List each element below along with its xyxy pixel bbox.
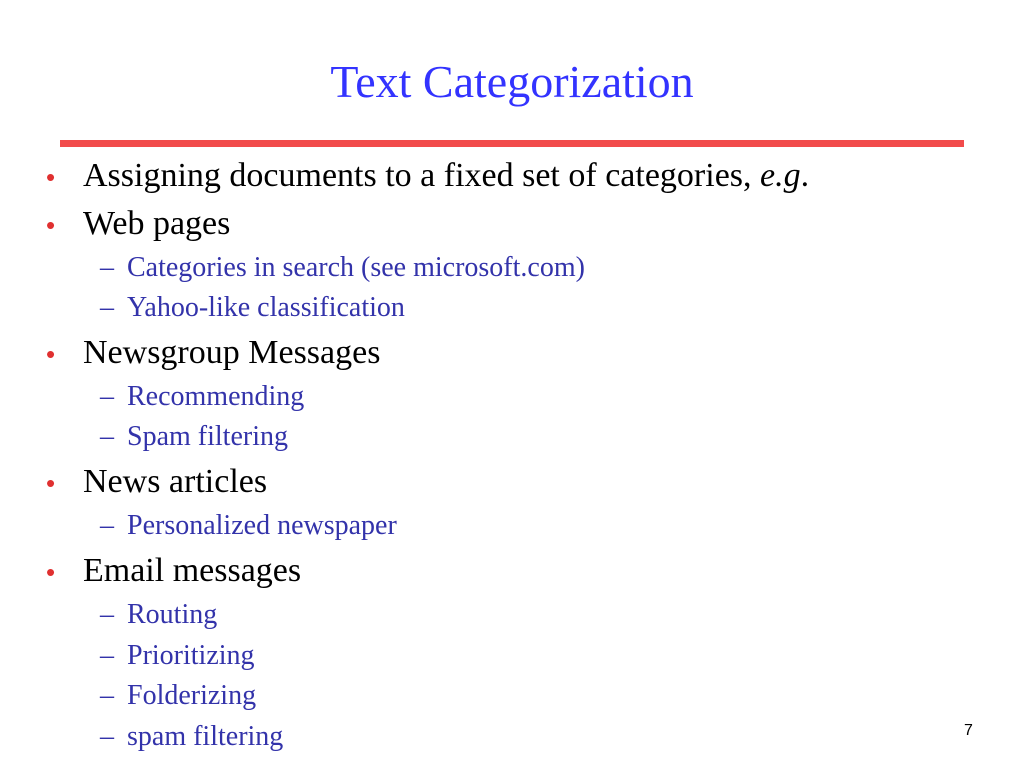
dash-icon: – <box>100 599 114 630</box>
bullet-item-1 <box>46 156 809 197</box>
sub-item <box>100 420 288 454</box>
page-number: 7 <box>964 722 973 739</box>
sub-item-text: Categories in search (see microsoft.com) <box>127 252 585 283</box>
sub-item-text: spam filtering <box>127 721 284 752</box>
sub-item <box>100 380 304 414</box>
bullet-item-4 <box>46 462 267 503</box>
sub-item <box>100 509 397 543</box>
dash-icon: – <box>100 680 114 711</box>
sub-item-text: Folderizing <box>127 680 257 711</box>
dash-icon: – <box>100 640 114 671</box>
bullet-item-1-emphasis: e.g <box>760 157 801 194</box>
sub-item-text: Recommending <box>127 381 305 412</box>
slide-title: Text Categorization <box>330 56 694 107</box>
bullet-item-3-text: Newsgroup Messages <box>83 334 381 371</box>
sub-item-text: Spam filtering <box>127 421 288 452</box>
title-rule <box>311 140 964 147</box>
bullet-item-3 <box>46 333 380 374</box>
bullet-item-5-text: Email messages <box>83 552 302 589</box>
dash-icon: – <box>100 421 114 452</box>
sub-item-text: Prioritizing <box>127 640 255 671</box>
bullet-icon: • <box>46 557 56 587</box>
sub-item-text: Routing <box>127 599 218 630</box>
sub-item <box>100 251 585 285</box>
bullet-item-5 <box>46 551 301 592</box>
bullet-item-1-text: Assigning documents to a fixed set of categories, <box>83 157 761 194</box>
bullet-icon: • <box>46 339 56 369</box>
sub-item <box>100 679 256 713</box>
dash-icon: – <box>100 292 114 323</box>
bullet-item-1-tail: . <box>800 157 810 194</box>
dash-icon: – <box>100 252 114 283</box>
bullet-icon: • <box>46 162 56 192</box>
dash-icon: – <box>100 721 114 752</box>
bullet-item-2-text: Web pages <box>83 205 231 242</box>
sub-item <box>100 639 255 673</box>
bullet-item-4-text: News articles <box>83 463 268 500</box>
sub-item-text: Yahoo-like classification <box>127 292 405 323</box>
sub-item-text: Personalized newspaper <box>127 510 397 541</box>
bullet-icon: • <box>46 468 56 498</box>
title-rule-left <box>60 140 311 147</box>
sub-item <box>100 598 217 632</box>
bullet-item-2 <box>46 204 230 245</box>
sub-item <box>100 291 405 325</box>
dash-icon: – <box>100 510 114 541</box>
sub-item <box>100 720 283 754</box>
dash-icon: – <box>100 381 114 412</box>
bullet-icon: • <box>46 210 56 240</box>
